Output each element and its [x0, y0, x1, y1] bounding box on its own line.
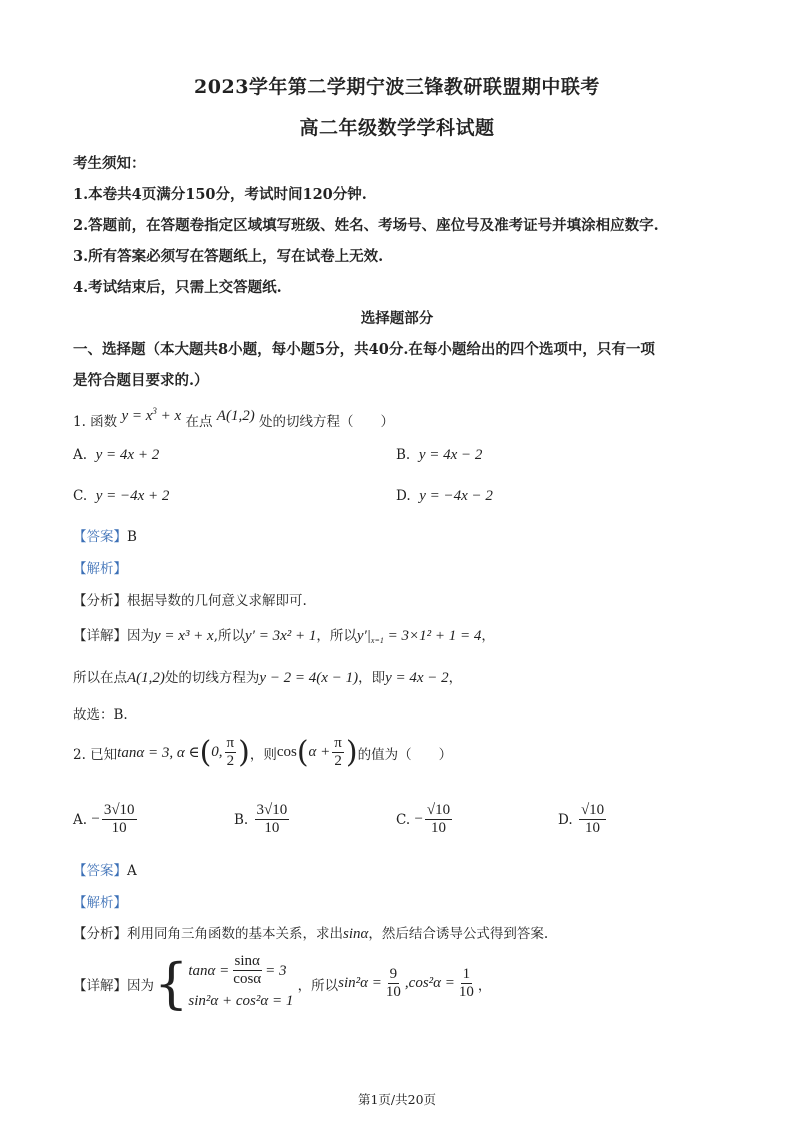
q2-option-d: D. $\frac{√10}{10}$	[558, 802, 605, 836]
q1-detail-line1: 【详解】因为y = x³ + x,所以y′ = 3x² + 1，所以$y'|_{x=1} = 3\times 1^2 + 1 = 4$，	[73, 628, 495, 645]
notice-item-3: 3.所有答案必须写在答题纸上，写在试卷上无效.	[73, 248, 384, 265]
notice-item-2: 2.答题前，在答题卷指定区域填写班级、姓名、考场号、座位号及准考证号并填涂相应数字.	[73, 217, 659, 234]
q1-option-b: B. y = 4x − 2	[396, 447, 483, 463]
notice-heading: 考生须知：	[73, 155, 146, 172]
q2-analysis-tag: 【解析】	[73, 895, 127, 911]
exam-title-line2: 高二年级数学学科试题	[299, 117, 495, 139]
notice-item-4: 4.考试结束后，只需上交答题纸.	[73, 279, 282, 296]
section-instruction-1: 一、选择题（本大题共8小题，每小题5分，共40分.在每小题给出的四个选项中，只有一项	[73, 341, 655, 358]
q1-option-d: D. y = −4x − 2	[396, 488, 493, 504]
question-2-stem: 2. 已知 tanα = 3, α ∈ ( 0, $\frac{\pi}{2}$ ) ，则 cos ( α + $\frac{\pi}{2}$ ) 的值为（ ）	[73, 734, 453, 770]
q1-conclusion: 故选：B.	[73, 707, 128, 723]
q2-option-a: A. − $\frac{3√10}{10}$	[73, 802, 135, 836]
q1-detail-line2: 所以在点A(1,2)处的切线方程为y − 2 = 4(x − 1)，即y = 4x − 2，	[73, 670, 463, 686]
q2-detail: 【详解】 因为 { tanα = $\frac{\sin\alpha}{\cos\alpha}$ = 3 sin²α + cos²α = 1 ，所以 sin²α = $\frac{9}{10}$ ,cos²α = $\frac{1}{10}$ ，	[73, 951, 492, 1015]
page-footer: 第1页/共20页	[357, 1092, 437, 1107]
section-instruction-2: 是符合题目要求的.）	[73, 372, 209, 389]
question-1-stem: 1. 函数 $y = x^3 + x$ 在点 A(1,2) 处的切线方程（ ）	[73, 406, 394, 430]
q1-option-c: C. y = −4x + 2	[73, 488, 170, 504]
exam-title-line1: 2023学年第二学期宁波三锋教研联盟期中联考	[194, 76, 600, 98]
q2-answer: 【答案】A	[73, 863, 137, 879]
q2-option-c: C. − $\frac{√10}{10}$	[396, 802, 451, 836]
q1-option-a: A. y = 4x + 2	[73, 447, 160, 463]
q2-fenxi: 【分析】利用同角三角函数的基本关系，求出sinα，然后结合诱导公式得到答案.	[73, 926, 549, 942]
q1-analysis-tag: 【解析】	[73, 561, 127, 577]
section-title: 选择题部分	[360, 310, 434, 327]
q1-answer: 【答案】B	[73, 529, 137, 545]
notice-item-1: 1.本卷共4页满分150分，考试时间120分钟.	[73, 186, 367, 203]
q1-fenxi: 【分析】根据导数的几何意义求解即可.	[73, 593, 307, 609]
q2-option-b: B. $\frac{3√10}{10}$	[234, 802, 288, 836]
